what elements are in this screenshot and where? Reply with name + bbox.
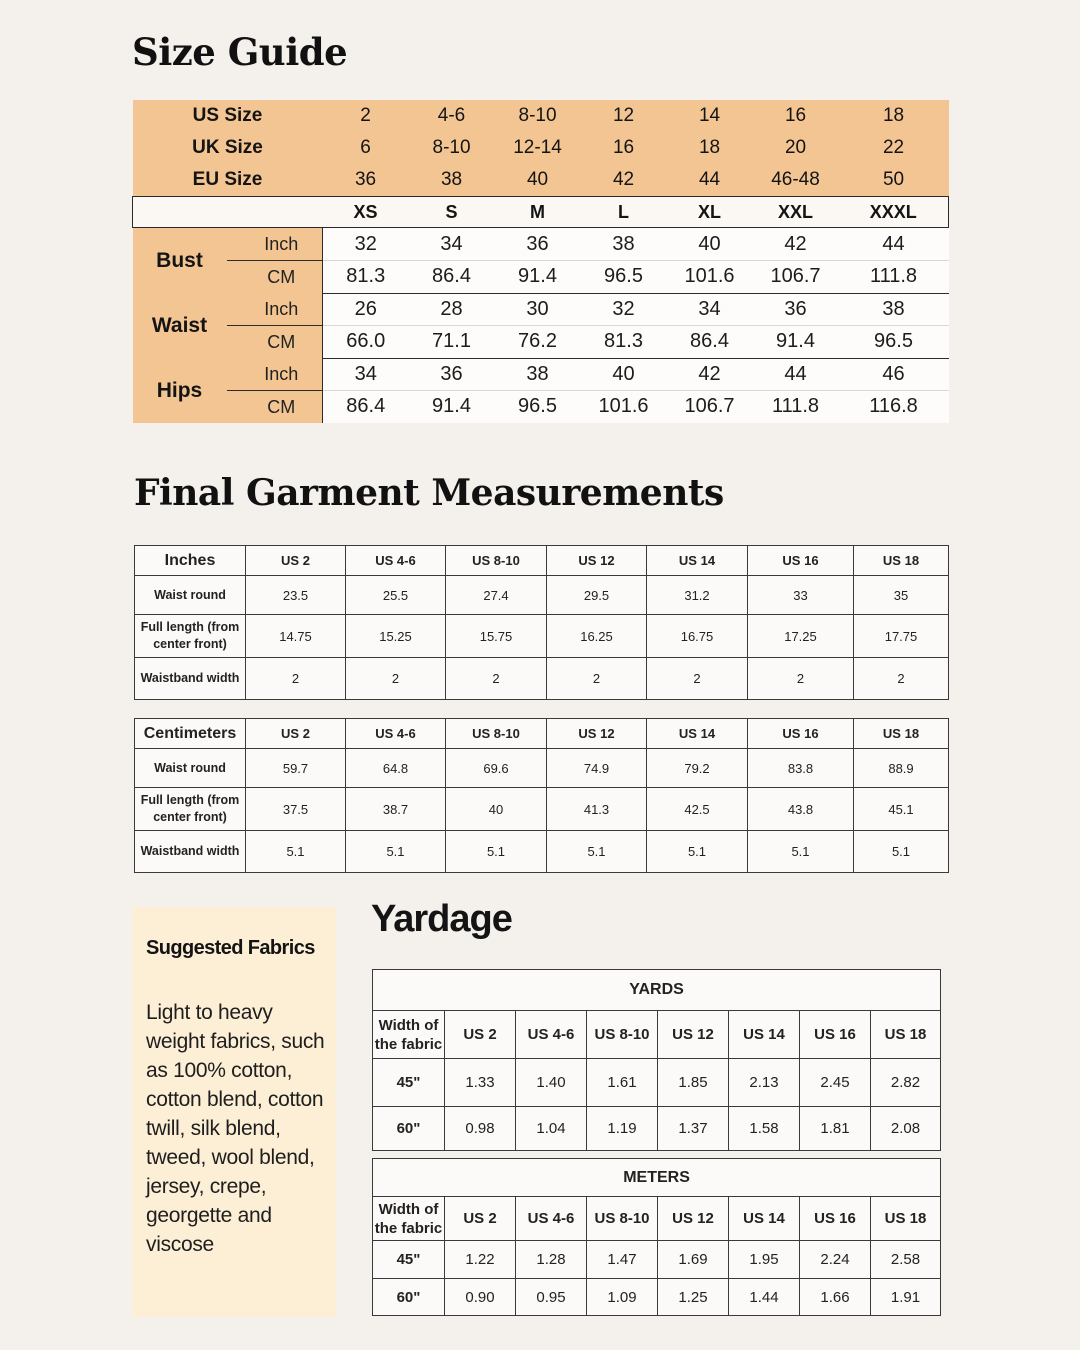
row-label: Full length (from center front): [135, 615, 246, 658]
width-of-fabric-label: Width of the fabric: [373, 1197, 445, 1241]
bust-inch-row: [133, 228, 949, 261]
table-row: [135, 788, 949, 831]
letter-size-cell: L: [581, 197, 667, 228]
eu-size-cell: 44: [667, 164, 753, 197]
table-cell: 16.75: [647, 615, 748, 658]
eu-size-label: EU Size: [133, 164, 323, 197]
hips-cm-cell: 111.8: [753, 391, 839, 424]
table-cell: 17.75: [854, 615, 949, 658]
table-cell: 17.25: [748, 615, 854, 658]
waist-inch-cell: 38: [839, 293, 949, 326]
size-header: US 14: [647, 719, 748, 749]
table-cell: 1.28: [516, 1241, 587, 1279]
unit-cm-label: CM: [227, 326, 323, 359]
unit-inch-label: Inch: [227, 228, 323, 261]
size-header: US 16: [800, 1011, 871, 1059]
suggested-fabrics-panel: [132, 907, 336, 1317]
table-cell: 1.58: [729, 1107, 800, 1151]
table-cell: 1.09: [587, 1279, 658, 1316]
table-cell: 2.08: [871, 1107, 941, 1151]
garment-header-row: [135, 719, 949, 749]
table-cell: 1.81: [800, 1107, 871, 1151]
table-cell: 1.47: [587, 1241, 658, 1279]
yardage-meters-table: [372, 1158, 941, 1316]
hips-cm-cell: 91.4: [409, 391, 495, 424]
bust-inch-cell: 38: [581, 228, 667, 261]
fabrics-title: Suggested Fabrics: [146, 937, 315, 959]
size-header: US 18: [871, 1197, 941, 1241]
garment-title: Final Garment Measurements: [134, 472, 724, 514]
letter-size-cell: XXL: [753, 197, 839, 228]
size-header: US 4-6: [346, 546, 446, 576]
bust-inch-cell: 36: [495, 228, 581, 261]
unit-inch-label: Inch: [227, 293, 323, 326]
us-size-cell: 8-10: [495, 100, 581, 132]
waist-inch-cell: 36: [753, 293, 839, 326]
yardage-yards-table: [372, 969, 941, 1151]
table-cell: 15.75: [446, 615, 547, 658]
hips-inch-cell: 44: [753, 358, 839, 391]
table-cell: 14.75: [246, 615, 346, 658]
hips-inch-row: [133, 358, 949, 391]
table-cell: 5.1: [547, 831, 647, 873]
table-cell: 1.37: [658, 1107, 729, 1151]
waist-cm-cell: 66.0: [323, 326, 409, 359]
hips-inch-cell: 38: [495, 358, 581, 391]
letter-size-blank: [133, 197, 323, 228]
size-header: US 18: [854, 546, 949, 576]
hips-label: Hips: [133, 358, 227, 423]
yardage-caption-row: [373, 970, 941, 1011]
size-header: US 2: [445, 1197, 516, 1241]
garment-centimeters-table: [134, 718, 949, 873]
table-cell: 25.5: [346, 576, 446, 615]
table-row: [373, 1107, 941, 1151]
table-cell: 88.9: [854, 749, 949, 788]
table-cell: 2: [647, 658, 748, 700]
table-row: [135, 831, 949, 873]
yardage-header-row: [373, 1011, 941, 1059]
waist-inch-row: [133, 293, 949, 326]
waist-inch-cell: 32: [581, 293, 667, 326]
letter-size-cell: XS: [323, 197, 409, 228]
table-cell: 1.40: [516, 1059, 587, 1107]
us-size-label: US Size: [133, 100, 323, 132]
table-cell: 79.2: [647, 749, 748, 788]
table-cell: 1.66: [800, 1279, 871, 1316]
table-cell: 29.5: [547, 576, 647, 615]
letter-size-cell: XL: [667, 197, 753, 228]
table-cell: 1.61: [587, 1059, 658, 1107]
bust-cm-row: [133, 261, 949, 294]
hips-cm-cell: 116.8: [839, 391, 949, 424]
table-cell: 59.7: [246, 749, 346, 788]
hips-inch-cell: 36: [409, 358, 495, 391]
size-header: US 2: [445, 1011, 516, 1059]
table-cell: 2: [748, 658, 854, 700]
table-cell: 31.2: [647, 576, 748, 615]
table-cell: 45.1: [854, 788, 949, 831]
hips-cm-cell: 96.5: [495, 391, 581, 424]
size-header: US 2: [246, 719, 346, 749]
bust-cm-cell: 81.3: [323, 261, 409, 294]
size-header: US 14: [647, 546, 748, 576]
bust-cm-cell: 106.7: [753, 261, 839, 294]
size-header: US 8-10: [446, 546, 547, 576]
uk-size-cell: 18: [667, 132, 753, 164]
eu-size-cell: 38: [409, 164, 495, 197]
unit-header: Centimeters: [135, 719, 246, 749]
uk-size-cell: 16: [581, 132, 667, 164]
table-cell: 5.1: [246, 831, 346, 873]
bust-label: Bust: [133, 228, 227, 294]
table-cell: 2: [547, 658, 647, 700]
hips-cm-row: [133, 391, 949, 424]
hips-cm-cell: 101.6: [581, 391, 667, 424]
table-cell: 43.8: [748, 788, 854, 831]
hips-inch-cell: 46: [839, 358, 949, 391]
hips-inch-cell: 34: [323, 358, 409, 391]
hips-inch-cell: 40: [581, 358, 667, 391]
bust-inch-cell: 40: [667, 228, 753, 261]
row-label: Waist round: [135, 576, 246, 615]
bust-cm-cell: 101.6: [667, 261, 753, 294]
bust-cm-cell: 91.4: [495, 261, 581, 294]
letter-size-row: [133, 197, 949, 228]
eu-size-cell: 46-48: [753, 164, 839, 197]
table-cell: 2.82: [871, 1059, 941, 1107]
waist-inch-cell: 26: [323, 293, 409, 326]
us-size-cell: 4-6: [409, 100, 495, 132]
size-header: US 16: [748, 546, 854, 576]
garment-header-row: [135, 546, 949, 576]
size-header: US 12: [658, 1011, 729, 1059]
table-cell: 5.1: [854, 831, 949, 873]
uk-size-label: UK Size: [133, 132, 323, 164]
size-header: US 12: [547, 719, 647, 749]
bust-cm-cell: 86.4: [409, 261, 495, 294]
yardage-title: Yardage: [371, 898, 512, 940]
unit-cm-label: CM: [227, 391, 323, 424]
yardage-caption-row: [373, 1159, 941, 1197]
hips-cm-cell: 86.4: [323, 391, 409, 424]
table-row: [373, 1241, 941, 1279]
row-label: Waistband width: [135, 658, 246, 700]
table-cell: 0.98: [445, 1107, 516, 1151]
size-header: US 18: [854, 719, 949, 749]
unit-cm-label: CM: [227, 261, 323, 294]
table-cell: 1.04: [516, 1107, 587, 1151]
waist-cm-cell: 91.4: [753, 326, 839, 359]
bust-inch-cell: 42: [753, 228, 839, 261]
table-cell: 0.90: [445, 1279, 516, 1316]
row-label: 45": [373, 1241, 445, 1279]
size-header: US 16: [748, 719, 854, 749]
table-cell: 2: [854, 658, 949, 700]
table-cell: 23.5: [246, 576, 346, 615]
us-size-cell: 16: [753, 100, 839, 132]
row-label: 60": [373, 1279, 445, 1316]
us-size-cell: 18: [839, 100, 949, 132]
size-header: US 12: [547, 546, 647, 576]
waist-cm-cell: 96.5: [839, 326, 949, 359]
size-header: US 14: [729, 1011, 800, 1059]
table-cell: 1.25: [658, 1279, 729, 1316]
eu-size-cell: 42: [581, 164, 667, 197]
table-cell: 2: [246, 658, 346, 700]
letter-size-cell: S: [409, 197, 495, 228]
fabrics-description: Light to heavy weight fabrics, such as 100% cotton, cotton blend, cotton twill, silk blend, tweed, wool blend, jersey, crepe, georgette and viscose: [146, 1001, 325, 1256]
table-cell: 42.5: [647, 788, 748, 831]
table-cell: 1.19: [587, 1107, 658, 1151]
size-header: US 4-6: [346, 719, 446, 749]
table-cell: 40: [446, 788, 547, 831]
hips-cm-cell: 106.7: [667, 391, 753, 424]
waist-inch-cell: 30: [495, 293, 581, 326]
table-cell: 2.24: [800, 1241, 871, 1279]
table-cell: 16.25: [547, 615, 647, 658]
us-size-row: [133, 100, 949, 132]
uk-size-row: [133, 132, 949, 164]
table-row: [135, 615, 949, 658]
table-cell: 1.22: [445, 1241, 516, 1279]
size-header: US 8-10: [587, 1197, 658, 1241]
table-cell: 41.3: [547, 788, 647, 831]
bust-inch-cell: 44: [839, 228, 949, 261]
row-label: Waistband width: [135, 831, 246, 873]
table-cell: 2.45: [800, 1059, 871, 1107]
bust-inch-cell: 32: [323, 228, 409, 261]
table-cell: 69.6: [446, 749, 547, 788]
eu-size-cell: 40: [495, 164, 581, 197]
table-cell: 15.25: [346, 615, 446, 658]
table-cell: 5.1: [748, 831, 854, 873]
table-row: [135, 658, 949, 700]
letter-size-cell: M: [495, 197, 581, 228]
waist-cm-cell: 86.4: [667, 326, 753, 359]
table-cell: 27.4: [446, 576, 547, 615]
waist-inch-cell: 34: [667, 293, 753, 326]
waist-cm-cell: 81.3: [581, 326, 667, 359]
width-of-fabric-label: Width of the fabric: [373, 1011, 445, 1059]
letter-size-cell: XXXL: [839, 197, 949, 228]
bust-inch-cell: 34: [409, 228, 495, 261]
table-cell: 1.44: [729, 1279, 800, 1316]
eu-size-row: [133, 164, 949, 197]
size-guide-title: Size Guide: [132, 30, 348, 74]
eu-size-cell: 50: [839, 164, 949, 197]
table-cell: 0.95: [516, 1279, 587, 1316]
row-label: 45": [373, 1059, 445, 1107]
us-size-cell: 2: [323, 100, 409, 132]
size-header: US 4-6: [516, 1011, 587, 1059]
table-cell: 37.5: [246, 788, 346, 831]
table-cell: 5.1: [446, 831, 547, 873]
waist-cm-cell: 71.1: [409, 326, 495, 359]
table-cell: 5.1: [346, 831, 446, 873]
waist-inch-cell: 28: [409, 293, 495, 326]
waist-cm-row: [133, 326, 949, 359]
size-header: US 18: [871, 1011, 941, 1059]
table-row: [373, 1059, 941, 1107]
table-cell: 74.9: [547, 749, 647, 788]
waist-label: Waist: [133, 293, 227, 358]
table-cell: 35: [854, 576, 949, 615]
bust-cm-cell: 111.8: [839, 261, 949, 294]
size-header: US 4-6: [516, 1197, 587, 1241]
uk-size-cell: 6: [323, 132, 409, 164]
table-cell: 2.58: [871, 1241, 941, 1279]
size-header: US 16: [800, 1197, 871, 1241]
table-cell: 38.7: [346, 788, 446, 831]
table-cell: 2: [446, 658, 547, 700]
us-size-cell: 12: [581, 100, 667, 132]
us-size-cell: 14: [667, 100, 753, 132]
eu-size-cell: 36: [323, 164, 409, 197]
size-header: US 8-10: [446, 719, 547, 749]
uk-size-cell: 8-10: [409, 132, 495, 164]
uk-size-cell: 20: [753, 132, 839, 164]
table-cell: 83.8: [748, 749, 854, 788]
table-cell: 2: [346, 658, 446, 700]
hips-inch-cell: 42: [667, 358, 753, 391]
meters-caption: METERS: [373, 1159, 941, 1197]
row-label: 60": [373, 1107, 445, 1151]
uk-size-cell: 22: [839, 132, 949, 164]
size-guide-table: [132, 100, 949, 423]
table-row: [135, 576, 949, 615]
unit-header: Inches: [135, 546, 246, 576]
table-cell: 1.95: [729, 1241, 800, 1279]
table-cell: 33: [748, 576, 854, 615]
garment-inches-table: [134, 545, 949, 700]
table-cell: 2.13: [729, 1059, 800, 1107]
uk-size-cell: 12-14: [495, 132, 581, 164]
table-cell: 1.69: [658, 1241, 729, 1279]
bust-cm-cell: 96.5: [581, 261, 667, 294]
size-header: US 8-10: [587, 1011, 658, 1059]
table-cell: 1.33: [445, 1059, 516, 1107]
yards-caption: YARDS: [373, 970, 941, 1011]
table-cell: 1.85: [658, 1059, 729, 1107]
size-header: US 14: [729, 1197, 800, 1241]
table-row: [135, 749, 949, 788]
table-row: [373, 1279, 941, 1316]
yardage-header-row: [373, 1197, 941, 1241]
table-cell: 1.91: [871, 1279, 941, 1316]
row-label: Waist round: [135, 749, 246, 788]
waist-cm-cell: 76.2: [495, 326, 581, 359]
row-label: Full length (from center front): [135, 788, 246, 831]
size-header: US 2: [246, 546, 346, 576]
table-cell: 64.8: [346, 749, 446, 788]
size-header: US 12: [658, 1197, 729, 1241]
unit-inch-label: Inch: [227, 358, 323, 391]
table-cell: 5.1: [647, 831, 748, 873]
